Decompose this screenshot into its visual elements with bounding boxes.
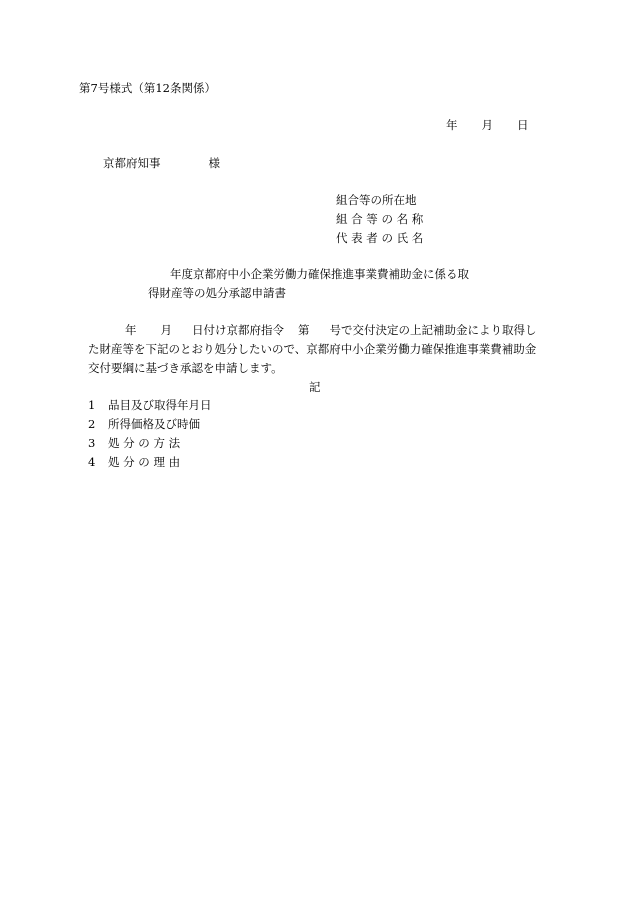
body-segment-2: 第 — [298, 323, 310, 337]
item-number: 2 — [88, 417, 96, 431]
body-segment-3: 号で交付決定の上記補助金により取得し — [329, 323, 537, 337]
date-line — [446, 117, 529, 133]
subject-line-2: 得財産等の処分承認申請書 — [148, 286, 286, 300]
addressee-honorific: 様 — [208, 156, 220, 170]
date-day: 日 — [517, 118, 529, 132]
addressee-title: 京都府知事 — [103, 156, 161, 170]
body-segment-1: 日付け京都府指令 — [192, 323, 284, 337]
body-year: 年 — [125, 323, 137, 337]
body-month: 月 — [160, 323, 172, 337]
list-item — [88, 397, 212, 413]
body-line-1 — [125, 322, 537, 338]
body-line-3: 交付要綱に基づき承認を申請します。 — [88, 361, 283, 375]
date-year: 年 — [446, 118, 458, 132]
applicant-name-label: 組 合 等 の 名 称 — [336, 212, 424, 226]
ki-heading: 記 — [309, 380, 321, 394]
date-month: 月 — [481, 118, 493, 132]
list-item — [88, 416, 200, 432]
item-number: 4 — [88, 455, 96, 469]
list-item — [88, 454, 180, 470]
form-number: 第7号様式（第12条関係） — [79, 81, 216, 95]
body-line-2: た財産等を下記のとおり処分したいので、京都府中小企業労働力確保推進事業費補助金 — [88, 342, 537, 356]
item-label: 処 分 の 方 法 — [108, 436, 181, 450]
item-label: 品目及び取得年月日 — [108, 398, 212, 412]
subject-line-1: 年度京都府中小企業労働力確保推進事業費補助金に係る取 — [170, 267, 469, 281]
applicant-representative-label: 代 表 者 の 氏 名 — [336, 231, 424, 245]
addressee — [103, 155, 220, 171]
item-number: 3 — [88, 436, 96, 450]
item-label: 処 分 の 理 由 — [108, 455, 181, 469]
item-label: 所得価格及び時価 — [108, 417, 200, 431]
list-item — [88, 435, 180, 451]
applicant-address-label: 組合等の所在地 — [336, 193, 417, 207]
item-number: 1 — [88, 398, 96, 412]
